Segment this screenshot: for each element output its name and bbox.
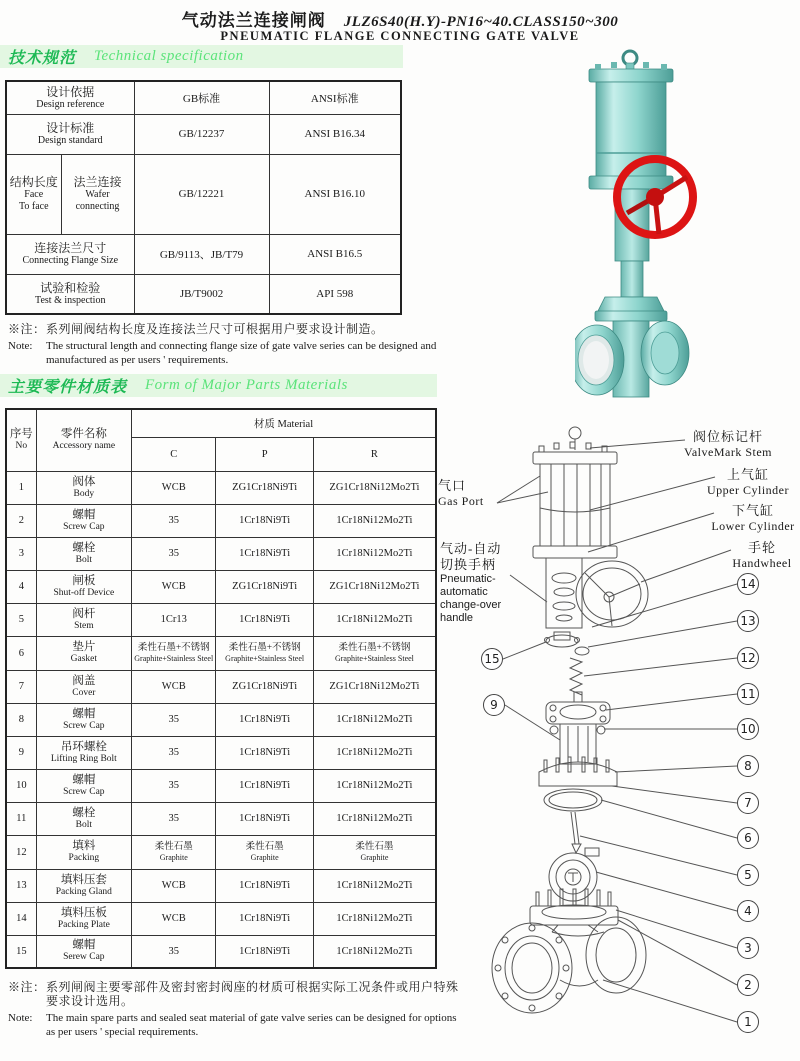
label-gas-port bbox=[438, 478, 494, 509]
col-no-en: No bbox=[15, 441, 28, 452]
note-mark-en: Note: bbox=[8, 1012, 33, 1024]
col-name-en: Accessory name bbox=[52, 441, 116, 452]
label-handwheel bbox=[720, 540, 800, 571]
material-c: WCB bbox=[161, 681, 186, 692]
material-c: 35 bbox=[168, 548, 179, 559]
note-mark-cn: ※注： bbox=[8, 322, 46, 336]
label-en: Handwheel bbox=[732, 556, 792, 570]
label-en: ValveMark Stem bbox=[684, 445, 772, 459]
valve-product-image bbox=[575, 45, 795, 405]
part-name-en: Gasket bbox=[70, 654, 98, 664]
table-row bbox=[6, 504, 436, 537]
technical-specification-table bbox=[5, 80, 402, 315]
section-heading-cn: 主要零件材质表 bbox=[8, 379, 128, 396]
material-p: 柔性石墨+不锈钢 bbox=[228, 643, 301, 653]
part-name-en: Stem bbox=[74, 620, 94, 631]
col-name-cn: 零件名称 bbox=[60, 428, 107, 441]
material-r: 1Cr18Ni12Mo2Ti bbox=[336, 714, 413, 725]
table-row bbox=[6, 670, 436, 703]
part-name-cn: 阀杆 bbox=[72, 607, 96, 620]
table-row bbox=[6, 234, 401, 274]
row-no: 5 bbox=[6, 603, 36, 636]
row-no: 7 bbox=[6, 670, 36, 703]
table-row bbox=[6, 935, 436, 968]
spec-label-en: Connecting Flange Size bbox=[22, 255, 119, 266]
label-cn: 手轮 bbox=[747, 540, 776, 555]
spec-ansi-value: ANSI B16.34 bbox=[269, 114, 401, 154]
spec-label-cn: 试验和检验 bbox=[40, 280, 101, 295]
table-row bbox=[6, 769, 436, 802]
part-name-cn: 螺帽 bbox=[72, 939, 96, 952]
part-name-en: Screw Cap bbox=[63, 720, 105, 731]
spec-label-cn: 连接法兰尺寸 bbox=[34, 241, 107, 255]
part-name-en: Shut-off Device bbox=[53, 587, 115, 598]
part-name-en: Screw Cap bbox=[63, 521, 105, 532]
callout-9: 9 bbox=[483, 694, 505, 716]
spec-label-en: Face bbox=[24, 189, 44, 200]
material-r: 1Cr18Ni12Mo2Ti bbox=[336, 548, 413, 559]
spec-ansi-value: API 598 bbox=[269, 274, 401, 314]
col-p: P bbox=[216, 437, 313, 471]
label-en: Upper Cylinder bbox=[707, 483, 789, 497]
note-text-en: The main spare parts and sealed seat material of gate valve series can be designed for options as per users ' special requirements. bbox=[46, 1012, 457, 1038]
col-c: C bbox=[132, 437, 216, 471]
material-p: ZG1Cr18Ni9Ti bbox=[232, 681, 298, 692]
note-text-en: The structural length and connecting flange size of gate valve series can be designed and manufactured as per users ' requirements. bbox=[46, 340, 437, 366]
table-row bbox=[6, 902, 436, 935]
table-row bbox=[6, 869, 436, 902]
row-no: 1 bbox=[6, 471, 36, 504]
part-name-en: Body bbox=[73, 488, 95, 499]
material-r-sub: Graphite+Stainless Steel bbox=[334, 654, 414, 663]
material-c: 35 bbox=[168, 780, 179, 791]
part-name-cn: 螺帽 bbox=[72, 508, 96, 521]
row-no: 10 bbox=[6, 769, 36, 802]
callout-6: 6 bbox=[737, 827, 759, 849]
material-r: 1Cr18Ni12Mo2Ti bbox=[336, 880, 413, 891]
row-no: 11 bbox=[6, 802, 36, 835]
part-name-en: Screw Cap bbox=[63, 786, 105, 797]
section-header-technical-specification bbox=[0, 45, 403, 68]
material-r: 1Cr18Ni12Mo2Ti bbox=[336, 945, 413, 957]
material-r-sub: Graphite bbox=[360, 853, 389, 862]
material-r: 1Cr18Ni12Mo2Ti bbox=[336, 780, 413, 791]
material-r: 1Cr18Ni12Mo2Ti bbox=[336, 614, 413, 625]
callout-11: 11 bbox=[737, 683, 759, 705]
label-cn: 下气缸 bbox=[731, 503, 774, 518]
material-p: 1Cr18Ni9Ti bbox=[239, 880, 291, 891]
material-c: 35 bbox=[168, 813, 179, 824]
material-p: 1Cr18Ni9Ti bbox=[239, 913, 291, 924]
col-material: 材质 Material bbox=[132, 409, 436, 437]
callout-7: 7 bbox=[737, 792, 759, 814]
row-no: 4 bbox=[6, 570, 36, 603]
material-c: 35 bbox=[168, 515, 179, 526]
table-row bbox=[6, 603, 436, 636]
spec-label-en: To face bbox=[18, 201, 49, 212]
material-p-sub: Graphite+Stainless Steel bbox=[225, 654, 305, 663]
material-c: WCB bbox=[161, 581, 186, 592]
label-upper-cylinder bbox=[698, 467, 798, 498]
material-c: WCB bbox=[161, 482, 186, 493]
material-p: 1Cr18Ni9Ti bbox=[239, 548, 291, 559]
spec-ansi-value: ANSI B16.5 bbox=[269, 234, 401, 274]
material-p: 1Cr18Ni9Ti bbox=[239, 747, 291, 758]
spec-label-en: connecting bbox=[75, 201, 120, 212]
part-name-cn: 吊环螺栓 bbox=[60, 740, 107, 753]
material-c: 柔性石墨 bbox=[154, 842, 193, 852]
part-name-en: Lifting Ring Bolt bbox=[50, 753, 117, 764]
material-c: WCB bbox=[161, 913, 186, 924]
part-name-cn: 阀盖 bbox=[72, 674, 96, 687]
note-text-cn: 系列闸阀结构长度及连接法兰尺寸可根据用户要求设计制造。 bbox=[46, 322, 384, 336]
table-row bbox=[6, 81, 401, 114]
spec-label-en: Design standard bbox=[37, 135, 103, 146]
material-r: 柔性石墨+不锈钢 bbox=[338, 643, 411, 653]
label-changeover-handle bbox=[440, 541, 520, 625]
material-r: 1Cr18Ni12Mo2Ti bbox=[336, 913, 413, 924]
row-no: 6 bbox=[6, 636, 36, 670]
material-p: 1Cr18Ni9Ti bbox=[239, 813, 291, 824]
table-row bbox=[6, 703, 436, 736]
row-no: 15 bbox=[6, 935, 36, 968]
table-row bbox=[6, 570, 436, 603]
note-mark-en: Note: bbox=[8, 340, 33, 352]
note-mark-cn: ※注： bbox=[8, 980, 46, 994]
materials-table-note bbox=[8, 980, 464, 1039]
row-no: 12 bbox=[6, 835, 36, 869]
material-r: ZG1Cr18Ni12Mo2Ti bbox=[329, 482, 420, 493]
table-row bbox=[6, 274, 401, 314]
callout-8: 8 bbox=[737, 755, 759, 777]
material-r: ZG1Cr18Ni12Mo2Ti bbox=[329, 581, 420, 592]
material-r: ZG1Cr18Ni12Mo2Ti bbox=[329, 681, 420, 692]
spec-ansi-value: ANSI B16.10 bbox=[269, 154, 401, 234]
label-cn: 阀位标记杆 bbox=[692, 429, 763, 444]
part-name-cn: 填料压套 bbox=[60, 873, 107, 886]
table-header-row bbox=[6, 409, 436, 437]
table-row bbox=[6, 736, 436, 769]
spec-gb-value: JB/T9002 bbox=[134, 274, 269, 314]
callout-13: 13 bbox=[737, 610, 759, 632]
table-row bbox=[6, 471, 436, 504]
material-c: 35 bbox=[168, 945, 179, 957]
material-c-sub: Graphite+Stainless Steel bbox=[134, 654, 214, 663]
label-cn: 上气缸 bbox=[726, 467, 769, 482]
callout-4: 4 bbox=[737, 900, 759, 922]
label-cn: 气口 bbox=[438, 478, 467, 493]
material-c: 1Cr13 bbox=[160, 614, 187, 625]
callout-14: 14 bbox=[737, 573, 759, 595]
callout-5: 5 bbox=[737, 864, 759, 886]
row-no: 9 bbox=[6, 736, 36, 769]
table-row bbox=[6, 537, 436, 570]
part-name-cn: 螺栓 bbox=[72, 541, 96, 554]
spec-label-en: Wafer bbox=[85, 189, 110, 200]
materials-table bbox=[5, 408, 437, 969]
label-en: change-over handle bbox=[440, 599, 502, 624]
spec-gb-value: GB/12221 bbox=[134, 154, 269, 234]
title-chinese: 气动法兰连接闸阀 bbox=[181, 11, 326, 30]
part-name-cn: 螺帽 bbox=[72, 707, 96, 720]
row-no: 2 bbox=[6, 504, 36, 537]
material-r: 1Cr18Ni12Mo2Ti bbox=[336, 515, 413, 526]
callout-12: 12 bbox=[737, 647, 759, 669]
callout-2: 2 bbox=[737, 974, 759, 996]
material-p: 1Cr18Ni9Ti bbox=[239, 780, 291, 791]
material-p: 1Cr18Ni9Ti bbox=[239, 714, 291, 725]
material-c: 柔性石墨+不锈钢 bbox=[137, 643, 210, 653]
material-p-sub: Graphite bbox=[250, 853, 279, 862]
note-text-cn: 系列闸阀主要零部件及密封密封阀座的材质可根据实际工况条件或用户特殊要求设计选用。 bbox=[46, 980, 459, 1008]
part-name-cn: 阀体 bbox=[72, 475, 96, 488]
label-en: Lower Cylinder bbox=[711, 519, 795, 533]
material-p: 1Cr18Ni9Ti bbox=[239, 515, 291, 526]
part-name-cn: 螺栓 bbox=[72, 806, 96, 819]
part-name-cn: 闸板 bbox=[72, 574, 96, 587]
row-no: 13 bbox=[6, 869, 36, 902]
spec-gb-value: GB/9113、JB/T79 bbox=[134, 234, 269, 274]
material-c: 35 bbox=[168, 747, 179, 758]
label-cn: 切换手柄 bbox=[440, 557, 497, 572]
material-r: 柔性石墨 bbox=[355, 842, 394, 852]
material-p: 1Cr18Ni9Ti bbox=[239, 945, 291, 957]
callout-3: 3 bbox=[737, 937, 759, 959]
material-p: 1Cr18Ni9Ti bbox=[239, 614, 291, 625]
material-p: 柔性石墨 bbox=[245, 842, 284, 852]
section-heading-en: Form of Major Parts Materials bbox=[145, 377, 348, 393]
col-no-cn: 序号 bbox=[9, 428, 33, 441]
part-name-en: Packing Plate bbox=[57, 919, 110, 930]
spec-ansi-value: ANSI标准 bbox=[269, 81, 401, 114]
row-no: 8 bbox=[6, 703, 36, 736]
part-name-cn: 螺帽 bbox=[72, 773, 96, 786]
section-heading-en: Technical specification bbox=[94, 48, 244, 64]
table-row bbox=[6, 636, 436, 670]
part-name-cn: 填料 bbox=[72, 840, 96, 852]
col-r: R bbox=[313, 437, 436, 471]
spec-table-note bbox=[8, 322, 438, 367]
label-valve-mark-stem bbox=[672, 429, 784, 460]
spec-gb-value: GB标准 bbox=[134, 81, 269, 114]
material-p: ZG1Cr18Ni9Ti bbox=[232, 482, 298, 493]
material-c: 35 bbox=[168, 714, 179, 725]
part-name-en: Bolt bbox=[75, 554, 93, 565]
part-name-en: Packing Gland bbox=[55, 886, 112, 897]
table-row bbox=[6, 114, 401, 154]
spec-label-cn: 结构长度 bbox=[9, 175, 58, 189]
part-name-cn: 垫片 bbox=[72, 641, 96, 653]
table-row bbox=[6, 802, 436, 835]
spec-label-cn: 法兰连接 bbox=[73, 175, 122, 189]
part-name-en: Bolt bbox=[75, 819, 93, 830]
spec-label-en: Test & inspection bbox=[35, 294, 106, 306]
section-header-materials bbox=[0, 374, 437, 397]
section-heading-cn: 技术规范 bbox=[8, 50, 77, 67]
material-c-sub: Graphite bbox=[159, 853, 188, 862]
spec-label-cn: 设计标准 bbox=[46, 121, 95, 135]
material-r: 1Cr18Ni12Mo2Ti bbox=[336, 813, 413, 824]
material-r: 1Cr18Ni12Mo2Ti bbox=[336, 747, 413, 758]
table-row bbox=[6, 154, 401, 234]
callout-15: 15 bbox=[481, 648, 503, 670]
title-model-number: JLZ6S40(H.Y)-PN16~40.CLASS150~300 bbox=[343, 14, 619, 30]
callout-1: 1 bbox=[737, 1011, 759, 1033]
label-en: Pneumatic-automatic bbox=[440, 573, 496, 598]
part-name-en: Serew Cap bbox=[63, 952, 105, 963]
label-lower-cylinder bbox=[703, 503, 800, 534]
spec-gb-value: GB/12237 bbox=[134, 114, 269, 154]
table-row bbox=[6, 835, 436, 869]
row-no: 3 bbox=[6, 537, 36, 570]
material-c: WCB bbox=[161, 880, 186, 891]
part-name-en: Cover bbox=[72, 687, 96, 698]
label-cn: 气动-自动 bbox=[440, 541, 502, 556]
part-name-en: Packing bbox=[68, 853, 100, 863]
row-no: 14 bbox=[6, 902, 36, 935]
title-english: PNEUMATIC FLANGE CONNECTING GATE VALVE bbox=[220, 29, 580, 43]
spec-label-cn: 设计依据 bbox=[46, 84, 95, 99]
page-title bbox=[0, 6, 800, 31]
material-p: ZG1Cr18Ni9Ti bbox=[232, 581, 298, 592]
spec-label-en: Design reference bbox=[36, 98, 105, 110]
callout-10: 10 bbox=[737, 718, 759, 740]
part-name-cn: 填料压板 bbox=[60, 906, 107, 919]
label-en: Gas Port bbox=[438, 494, 484, 508]
